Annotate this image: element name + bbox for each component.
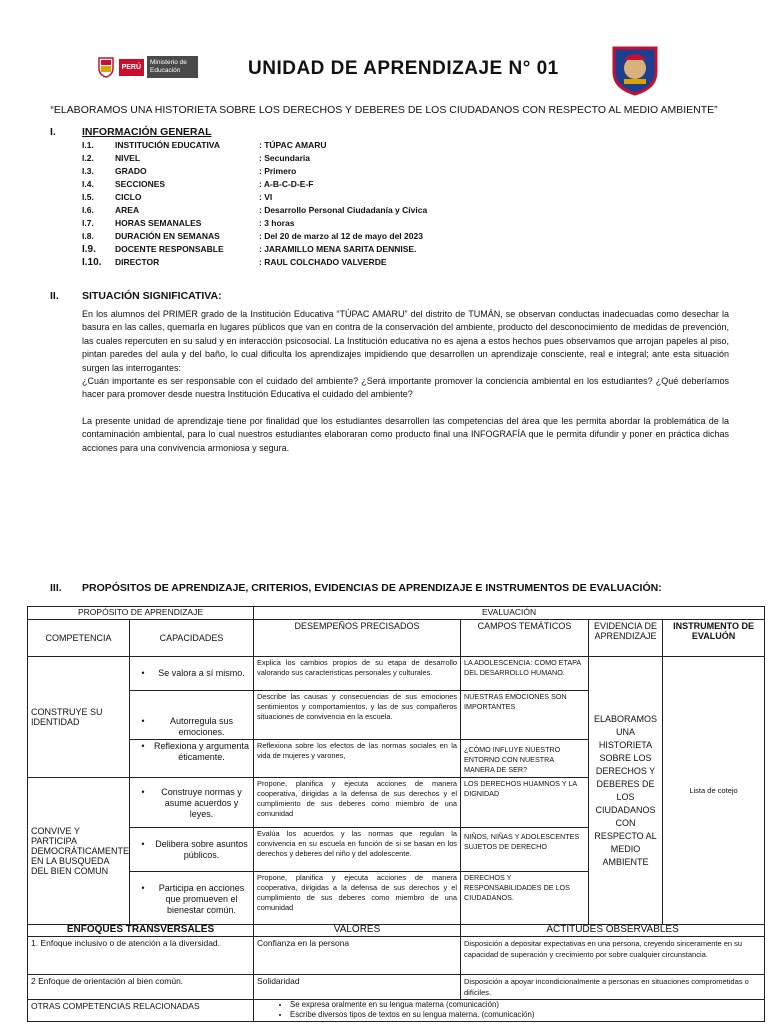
- info-value: : A-B-C-D-E-F: [259, 179, 314, 189]
- header-competencia: COMPETENCIA: [28, 620, 130, 657]
- section-2-title: SITUACIÓN SIGNIFICATIVA:: [82, 290, 222, 302]
- desempeno-1: Explica los cambios propios de su etapa de desarrollo valorando sus características personales y culturales.: [254, 657, 461, 691]
- capacidad-cell: [130, 740, 254, 778]
- campo-2: NUESTRAS EMOCIONES SON IMPORTANTES: [461, 691, 589, 740]
- capacidad-cell: [130, 828, 254, 872]
- info-number: I.9.: [82, 244, 96, 255]
- info-number: I.6.: [82, 205, 94, 215]
- bullet-icon: •: [141, 741, 145, 751]
- ministry-logo-label: Ministerio de Educación: [147, 56, 198, 78]
- info-key: SECCIONES: [115, 179, 166, 189]
- info-value: : VI: [259, 192, 273, 202]
- evidencia-cell: ELABORAMOS UNA HISTORIETA SOBRE LOS DERECHOS Y DEBERES DE LOS CIUDADANOS CON RESPECTO AL MEDIO AMBIENTE: [589, 657, 663, 925]
- info-value: : 3 horas: [259, 218, 295, 228]
- otras-competencias-label: OTRAS COMPETENCIAS RELACIONADAS: [28, 1000, 254, 1022]
- page-title: UNIDAD DE APRENDIZAJE N° 01: [248, 58, 559, 79]
- section-1-number: I.: [50, 126, 56, 138]
- info-key: HORAS SEMANALES: [115, 218, 202, 228]
- desempeno-5: Evalúa los acuerdos y las normas que regulan la convivencia en su escuela en función de si se basan en los derechos y deberes del niño y del adolescente.: [254, 828, 461, 872]
- info-number: I.1.: [82, 140, 94, 150]
- desempeno-4: Propone, planifica y ejecuta acciones de manera cooperativa, dirigidas a la defensa de sus derechos y el cumplimiento de sus deberes como miembro de una comunidad: [254, 778, 461, 828]
- desempeno-6: Propone, planifica y ejecuta acciones de manera cooperativa, dirigidas a la defensa de sus derechos y el cumplimiento de sus deberes como miembro de una comunidad: [254, 872, 461, 925]
- competencia-2: CONVIVE Y PARTICIPA DEMOCRÁTICAMENTE EN LA BUSQUEDA DEL BIEN COMUN: [28, 778, 130, 925]
- info-value: : Del 20 de marzo al 12 de mayo del 2023: [259, 231, 423, 241]
- bullet-icon: •: [141, 787, 145, 797]
- capacidad-cell: [130, 872, 254, 925]
- info-key: GRADO: [115, 166, 147, 176]
- table-subheader-row: [28, 620, 765, 657]
- section-3-title: PROPÓSITOS DE APRENDIZAJE, CRITERIOS, EVIDENCIAS DE APRENDIZAJE E INSTRUMENTOS DE EVALUACIÓN:: [82, 582, 662, 594]
- capacidad-cell: [130, 691, 254, 740]
- table-row: [28, 1000, 765, 1022]
- info-number: I.10.: [82, 257, 102, 268]
- info-number: I.8.: [82, 231, 94, 241]
- campo-3: ¿CÓMO INFLUYE NUESTRO ENTORNO CON NUESTRA MANERA DE SER?: [461, 740, 589, 778]
- info-key: AREA: [115, 205, 140, 215]
- info-key: DURACIÓN EN SEMANAS: [115, 231, 220, 241]
- info-value: : TÚPAC AMARU: [259, 140, 327, 150]
- otras-competencias-list: [254, 1000, 764, 1020]
- actitud-1: Disposición a depositar expectativas en una persona, creyendo sinceramente en su capacidad de superación y crecimiento por sobre cualquier circunstancia.: [461, 937, 765, 975]
- info-number: I.4.: [82, 179, 94, 189]
- capacidad-1: Se valora a sí mismo.: [158, 668, 245, 678]
- peru-logo-label: PERÚ: [119, 59, 144, 76]
- instrumento-cell: Lista de cotejo: [663, 657, 765, 925]
- situation-paragraph-1: En los alumnos del PRIMER grado de la Institución Educativa “TÚPAC AMARU” del distrito de TUMÁN, se observan conductas inadecuadas como desechar la basura en las calles, quemarla en lugares públicos que van en contra de la conservación del ambiente, producto del desconocimiento de medidas de prevención, las cuales repercuten en su salud y en interacción psicosocial. La Institución educativa no es ajena a estos hechos pues observamos que arrojan papeles al piso, pintan paredes del aula y del baño, lo cual dificulta los aprendizajes impidiendo que desarrollen un aprendizaje consciente, real e integral; ante esta situación surgen las interrogantes:: [82, 309, 729, 373]
- info-key: DOCENTE RESPONSABLE: [115, 244, 224, 254]
- bullet-icon: •: [141, 839, 145, 849]
- capacidad-3: Reflexiona y argumenta éticamente.: [153, 741, 250, 762]
- capacidad-4: Construye normas y asume acuerdos y leyes.: [161, 787, 242, 819]
- header-campos: CAMPOS TEMÁTICOS: [461, 620, 589, 657]
- info-number: I.3.: [82, 166, 94, 176]
- table-row: [28, 975, 765, 1000]
- campo-6: DERECHOS Y RESPONSABILIDADES DE LOS CIUDADANOS.: [461, 872, 589, 925]
- info-value: : Desarrollo Personal Ciudadanía y Cívica: [259, 205, 428, 215]
- enfoque-2: 2 Enfoque de orientación al bien común.: [28, 975, 254, 1000]
- list-item: • Se expresa oralmente en su lengua materna (comunicación): [290, 1000, 764, 1010]
- bullet-icon: •: [141, 883, 145, 893]
- otras-competencias-cell: [254, 1000, 765, 1022]
- info-number: I.7.: [82, 218, 94, 228]
- enfoques-header-row: [28, 925, 765, 937]
- valor-1: Confianza en la persona: [254, 937, 461, 975]
- header-capacidades: CAPACIDADES: [130, 620, 254, 657]
- enfoque-1: 1. Enfoque inclusivo o de atención a la diversidad.: [28, 937, 254, 975]
- school-crest-icon: [610, 44, 660, 96]
- situation-paragraph-block: [82, 308, 729, 455]
- info-key: NIVEL: [115, 153, 141, 163]
- table-row: [28, 657, 765, 691]
- capacidad-6: Participa en acciones que promueven el bienestar común.: [158, 883, 245, 915]
- header-evidencia: EVIDENCIA DE APRENDIZAJE: [589, 620, 663, 657]
- header-purpose: PROPÓSITO DE APRENDIZAJE: [28, 607, 254, 620]
- info-value: : Primero: [259, 166, 297, 176]
- ministry-logo: [96, 52, 198, 82]
- capacidad-5: Delibera sobre asuntos públicos.: [155, 839, 248, 860]
- unit-subtitle: “ELABORAMOS UNA HISTORIETA SOBRE LOS DERECHOS Y DEBERES DE LOS CIUDADANOS CON RESPECTO AL MEDIO AMBIENTE”: [50, 104, 718, 116]
- info-number: I.5.: [82, 192, 94, 202]
- list-item: • Escribe diversos tipos de textos en su lengua materna. (comunicación): [290, 1010, 764, 1020]
- desempeno-2: Describe las causas y consecuencias de sus emociones sentimientos y comportamientos, y las de sus compañeros situaciones de convivencia en la escuela.: [254, 691, 461, 740]
- capacidad-2: Autorregula sus emociones.: [169, 716, 234, 737]
- section-2-number: II.: [50, 290, 59, 302]
- bullet-icon: •: [141, 716, 145, 726]
- situation-paragraph-2: ¿Cuán importante es ser responsable con el cuidado del ambiente? ¿Será importante promover la conciencia ambiental en los estudiantes? ¿Qué deberíamos hacer para promover desde nuestra Institución Educativa el cuidado del ambiente?: [82, 376, 729, 400]
- campo-4: LOS DERECHOS HUAMNOS Y LA DIGNIDAD: [461, 778, 589, 828]
- capacidad-cell: [130, 778, 254, 828]
- info-key: CICLO: [115, 192, 142, 202]
- info-value: : RAUL COLCHADO VALVERDE: [259, 257, 387, 267]
- header-evaluation: EVALUACIÓN: [254, 607, 765, 620]
- capacidad-cell: [130, 657, 254, 691]
- section-1-title: INFORMACIÓN GENERAL: [82, 126, 212, 138]
- bullet-icon: •: [141, 668, 145, 678]
- header-actitudes: ACTITUDES OBSERVABLES: [461, 925, 765, 937]
- info-key: INSTITUCIÓN EDUCATIVA: [115, 140, 220, 150]
- header-valores: VALORES: [254, 925, 461, 937]
- header-enfoques: ENFOQUES TRANSVERSALES: [28, 925, 254, 937]
- info-key: DIRECTOR: [115, 257, 160, 267]
- info-value: : Secundaria: [259, 153, 311, 163]
- competencia-1: CONSTRUYE SU IDENTIDAD: [28, 657, 130, 778]
- campo-5: NIÑOS, NIÑAS Y ADOLESCENTES SUJETOS DE DERECHO: [461, 828, 589, 872]
- header-instrumento: INSTRUMENTO DE EVALUÓN: [663, 620, 765, 657]
- info-number: I.2.: [82, 153, 94, 163]
- info-value: : JARAMILLO MENA SARITA DENNISE.: [259, 244, 417, 254]
- actitud-2: Disposición a apoyar incondicionalmente a personas en situaciones comprometidas o difíciles.: [461, 975, 765, 1000]
- campo-1: LA ADOLESCENCIA: COMO ETAPA DEL DESARROLLO HUMANO.: [461, 657, 589, 691]
- desempeno-3: Reflexiona sobre los efectos de las normas sociales en la vida de mujeres y varones,: [254, 740, 461, 778]
- situation-paragraph-3: La presente unidad de aprendizaje tiene por finalidad que los estudiantes desarrollen las competencias del área que les permita abordar la problemática de la contaminación ambiental, para lo cual nuestros estudiantes elaboraran como producto final una INFOGRAFÍA que le permita difundir y poner en práctica dichas acciones para una convivencia armoniosa y segura.: [82, 415, 729, 453]
- section-3-number: III.: [50, 582, 62, 594]
- table-header-row: [28, 607, 765, 620]
- table-row: [28, 937, 765, 975]
- peru-coat-of-arms-icon: [96, 54, 116, 80]
- header-desempenos: DESEMPEÑOS PRECISADOS: [254, 620, 461, 657]
- valor-2: Solidaridad: [254, 975, 461, 1000]
- learning-purposes-table: [27, 606, 765, 1022]
